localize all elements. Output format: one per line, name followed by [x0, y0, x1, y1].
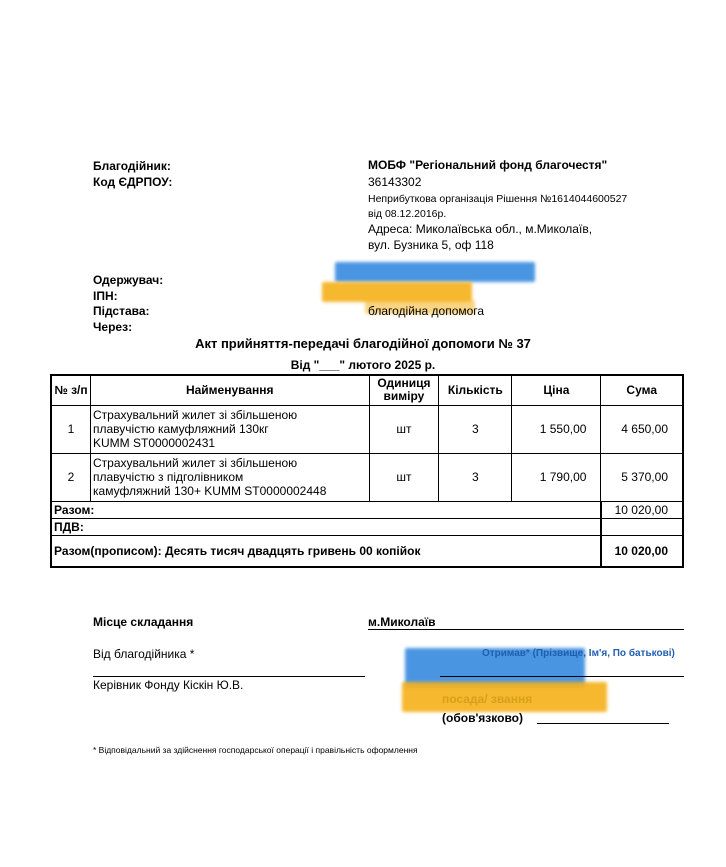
via-label: Через:: [93, 320, 133, 334]
redacted-ipn: [322, 282, 472, 302]
edrpou-label: Код ЄДРПОУ:: [93, 175, 173, 189]
row-num: 1: [51, 405, 91, 453]
col-header-sum: Сума: [601, 375, 683, 405]
position-label: посада/ звання: [442, 692, 533, 706]
table-header-row: [51, 375, 683, 405]
received-label: Отримав* (Прізвище, Ім'я, По батькові): [482, 648, 675, 659]
words-label: Разом(прописом): Десять тисяч двадцять гривень 00 копійок: [51, 535, 601, 567]
row-price: 1 550,00: [512, 405, 601, 453]
address-line-2: вул. Бузника 5, оф 118: [368, 238, 494, 252]
place-underline: [368, 629, 684, 630]
row-name-line: KUMM ST0000002431: [93, 436, 216, 450]
row-sum: 5 370,00: [601, 453, 683, 501]
ipn-label: ІПН:: [93, 289, 118, 303]
row-name: [91, 405, 370, 453]
row-name: [91, 453, 370, 501]
col-header-qty: Кількість: [439, 375, 512, 405]
row-unit: шт: [369, 453, 439, 501]
row-name-line: Страхувальний жилет зі збільшеною: [93, 456, 298, 470]
row-name-line: Страхувальний жилет зі збільшеною: [93, 408, 298, 422]
address-line-1: Адреса: Миколаївська обл., м.Миколаїв,: [368, 222, 593, 236]
table-row: [51, 405, 683, 453]
nonprofit-line-1: Неприбуткова організація Рішення №1614044600527: [368, 193, 628, 205]
items-table: [50, 374, 684, 568]
receiver-label: Одержувач:: [93, 273, 164, 287]
donor-name: МОБФ "Регіональний фонд благочестя": [368, 158, 608, 172]
row-qty: 3: [439, 405, 512, 453]
footnote: * Відповідальний за здійснення господарської операції і правільність оформлення: [93, 745, 418, 755]
redacted-receiver-name: [335, 262, 535, 282]
place-label: Місце складання: [93, 615, 194, 629]
recipient-signature-line: [440, 676, 684, 677]
col-header-name: Найменування: [91, 375, 370, 405]
vat-value: [601, 518, 683, 535]
donor-label: Благодійник:: [93, 159, 171, 173]
mandatory-label: (обов'язково): [442, 711, 523, 725]
total-value: 10 020,00: [601, 501, 683, 518]
table-row: [51, 453, 683, 501]
row-sum: 4 650,00: [601, 405, 683, 453]
col-header-unit: Одиниця виміру: [369, 375, 439, 405]
row-price: 1 790,00: [512, 453, 601, 501]
row-qty: 3: [439, 453, 512, 501]
act-date: Від "___" лютого 2025 р.: [290, 358, 436, 372]
row-unit: шт: [369, 405, 439, 453]
total-row: [51, 501, 683, 518]
place-value: м.Миколаїв: [368, 615, 436, 629]
edrpou-value: 36143302: [368, 175, 422, 189]
from-donor-label: Від благодійника *: [93, 647, 195, 661]
total-label: Разом:: [51, 501, 601, 518]
vat-row: [51, 518, 683, 535]
row-name-line: плавучістю камуфляжний 130кг: [93, 422, 269, 436]
basis-value: благодійна допомога: [368, 304, 485, 318]
mandatory-underline: [537, 723, 669, 724]
nonprofit-line-2: від 08.12.2016р.: [368, 208, 447, 220]
donor-signature-line: [93, 676, 365, 677]
act-title: Акт прийняття-передачі благодійної допомоги № 37: [195, 336, 531, 351]
col-header-num: № з/п: [51, 375, 91, 405]
words-row: [51, 535, 683, 567]
head-of-fund: Керівник Фонду Кіскін Ю.В.: [93, 678, 244, 692]
words-value: 10 020,00: [601, 535, 683, 567]
row-name-line: плавучістю з підголівником: [93, 470, 244, 484]
row-name-line: камуфляжний 130+ KUMM ST0000002448: [93, 484, 327, 498]
col-header-price: Ціна: [512, 375, 601, 405]
vat-label: ПДВ:: [51, 518, 601, 535]
basis-label: Підстава:: [93, 304, 150, 318]
row-num: 2: [51, 453, 91, 501]
